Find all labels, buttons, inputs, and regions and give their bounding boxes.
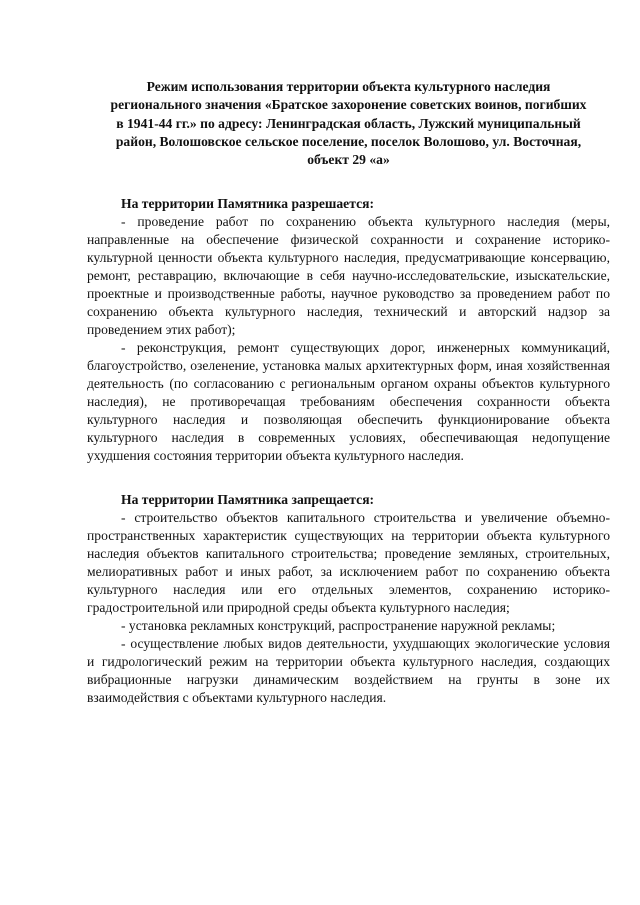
allowed-section <box>87 195 610 465</box>
title-line: объект 29 «а» <box>307 152 390 168</box>
title-line: район, Волошовское сельское поселение, поселок Волошово, ул. Восточная, <box>115 133 582 149</box>
allowed-heading: На территории Памятника разрешается: <box>121 196 374 212</box>
document-title <box>87 78 610 169</box>
title-line: в 1941-44 гг.» по адресу: Ленинградская область, Лужский муниципальный <box>116 115 581 131</box>
title-line: Режим использования территории объекта культурного наследия <box>146 79 551 94</box>
title-line: регионального значения «Братское захоронение советских воинов, погибших <box>110 97 587 113</box>
forbidden-section <box>87 491 610 707</box>
forbidden-heading: На территории Памятника запрещается: <box>121 492 375 508</box>
forbidden-item: - строительство объектов капитального строительства и увеличение объемно-пространственных характеристик существующих на территории объекта культурного наследия объектов капитального строительства; проведение земляных, строительных, мелиоративных работ и иных работ, за исключением работ по сохранению объекта культурного наследия или его отдельных элементов, сохранению историко-градостроительной или природной среды объекта культурного наследия; <box>87 510 610 616</box>
forbidden-item: - установка рекламных конструкций, распространение наружной рекламы; <box>121 618 556 634</box>
allowed-item: - проведение работ по сохранению объекта культурного наследия (меры, направленные на обеспечение физической сохранности и сохранение историко-культурной ценности объекта культурного наследия, предусматривающие консервацию, ремонт, реставрацию, включающие в себя научно-исследовательские, изыскательские, проектные и производственные работы, научное руководство за проведением работ по сохранению объекта культурного наследия, технический и авторский надзор за проведением этих работ); <box>87 214 610 338</box>
allowed-item: - реконструкция, ремонт существующих дорог, инженерных коммуникаций, благоустройство, озеленение, установка малых архитектурных форм, иная хозяйственная деятельность (по согласованию с региональным органом охраны объектов культурного наследия), не противоречащая требованиям обеспечения сохранности объекта культурного наследия и позволяющая обеспечить функционирование объекта культурного наследия в современных условиях, обеспечивающая недопущение ухудшения состояния территории объекта культурного наследия. <box>87 340 610 464</box>
forbidden-item: - осуществление любых видов деятельности, ухудшающих экологические условия и гидрологический режим на территории объекта культурного наследия, создающих вибрационные нагрузки динамическим воздействием на грунты в зоне их взаимодействия с объектами культурного наследия. <box>87 636 610 706</box>
